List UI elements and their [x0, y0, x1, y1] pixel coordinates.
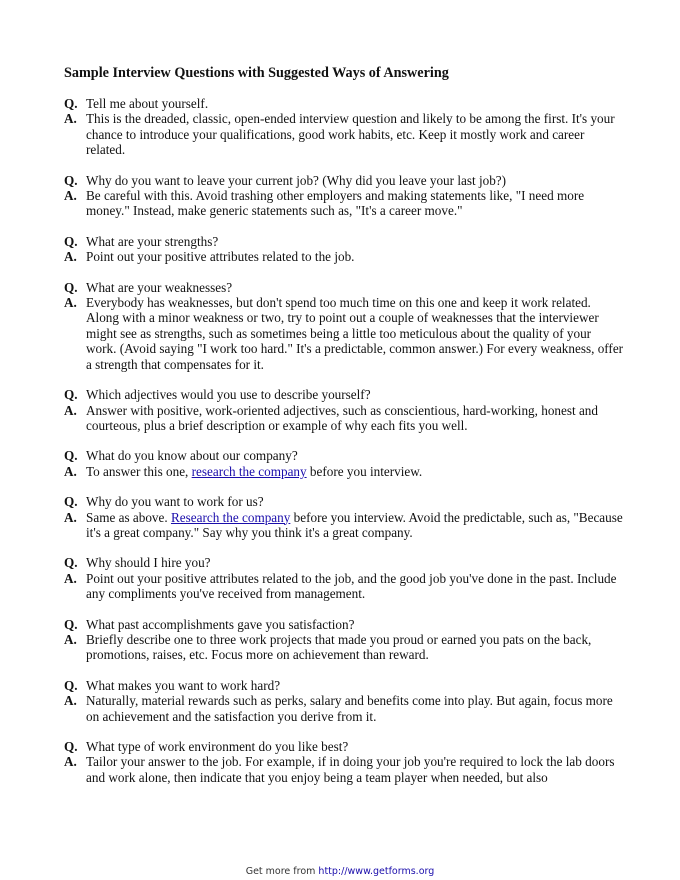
page-footer: [0, 866, 680, 877]
question-line: [64, 555, 624, 570]
answer-text: [86, 632, 624, 663]
answer-line: [64, 571, 624, 602]
answer-line: [64, 510, 624, 541]
question-text: What makes you want to work hard?: [86, 677, 281, 693]
qa-item: [64, 280, 624, 372]
answer-text: [86, 188, 624, 219]
answer-marker: A.: [64, 509, 77, 525]
answer-line: [64, 693, 624, 724]
answer-text: [86, 571, 624, 602]
answer-text-segment: Briefly describe one to three work projects that made you proud or earned you pats on the back, promotions, raises, etc. Focus more on achievement than reward.: [86, 631, 592, 663]
answer-line: [64, 249, 624, 264]
answer-marker: A.: [64, 754, 77, 770]
question-marker: Q.: [64, 233, 78, 249]
answer-text-segment: This is the dreaded, classic, open-ended interview question and likely to be among the first. It's your chance to introduce your qualifications, good work habits, etc. Keep it mostly work and career related.: [86, 111, 615, 158]
answer-marker: A.: [64, 295, 77, 311]
question-line: [64, 387, 624, 402]
answer-text-segment: Everybody has weaknesses, but don't spend too much time on this one and keep it work related. Along with a minor weakness or two, try to point out a couple of weaknesses that the interviewer might see as strengths, such as sometimes being a little too meticulous about the quality of your work. (Avoid saying "I work too hard." It's a predictable, common answer.) For every weakness, offer a strength that compensates for it.: [86, 295, 624, 372]
answer-marker: A.: [64, 570, 77, 586]
research-the-company-link[interactable]: Research the company: [170, 509, 291, 525]
answer-text: [86, 464, 624, 479]
question-marker: Q.: [64, 387, 78, 403]
answer-line: [64, 754, 624, 785]
answer-text-segment: Point out your positive attributes related to the job, and the good job you've done in the past. Include any compliments you've received from management.: [86, 570, 617, 602]
question-text: Which adjectives would you use to describe yourself?: [86, 387, 371, 403]
answer-line: [64, 464, 624, 479]
answer-marker: A.: [64, 631, 77, 647]
question-text: Why should I hire you?: [86, 555, 211, 571]
answer-text-segment: Answer with positive, work-oriented adjectives, such as conscientious, hard-working, honest and courteous, plus a brief description or example of why each fits you well.: [86, 402, 598, 433]
question-text: Why do you want to leave your current job? (Why did you leave your last job?): [86, 172, 507, 188]
answer-text-segment: Be careful with this. Avoid trashing other employers and making statements like, "I need more money." Instead, make generic statements such as, "It's a career move.": [86, 188, 585, 219]
answer-text-segment: before you interview.: [306, 463, 423, 479]
qa-item: [64, 555, 624, 601]
question-line: [64, 678, 624, 693]
qa-item: [64, 617, 624, 663]
answer-text: [86, 295, 624, 372]
question-line: [64, 494, 624, 509]
answer-text-segment: Naturally, material rewards such as perks, salary and benefits come into play. But again, focus more on achievement and the satisfaction you derive from it.: [86, 693, 613, 724]
question-line: [64, 234, 624, 249]
question-marker: Q.: [64, 494, 78, 510]
qa-item: [64, 387, 624, 433]
question-marker: Q.: [64, 96, 78, 111]
answer-line: [64, 632, 624, 663]
answer-line: [64, 295, 624, 372]
answer-marker: A.: [64, 402, 77, 418]
question-marker: Q.: [64, 279, 78, 295]
qa-item: [64, 739, 624, 785]
question-marker: Q.: [64, 739, 78, 754]
document-title: Sample Interview Questions with Suggested Ways of Answering: [64, 65, 449, 81]
answer-text: [86, 249, 624, 264]
qa-item: [64, 448, 624, 479]
question-line: [64, 448, 624, 463]
answer-text: [86, 754, 624, 785]
answer-text: [86, 111, 624, 157]
question-text: What do you know about our company?: [86, 448, 298, 464]
question-text: Tell me about yourself.: [86, 96, 209, 111]
answer-text-segment: Same as above.: [86, 509, 171, 525]
question-marker: Q.: [64, 616, 78, 632]
question-marker: Q.: [64, 677, 78, 693]
answer-text: [86, 693, 624, 724]
answer-marker: A.: [64, 693, 77, 709]
question-text: What are your weaknesses?: [86, 279, 233, 295]
qa-item: [64, 234, 624, 265]
document-page: [64, 64, 624, 800]
question-marker: Q.: [64, 555, 78, 571]
question-text: What type of work environment do you like best?: [86, 739, 349, 754]
question-marker: Q.: [64, 172, 78, 188]
research-the-company-link[interactable]: research the company: [191, 463, 307, 479]
answer-text-segment: before you interview. Avoid the predictable, such as, "Because it's a great company." Say why you think it's a great company.: [86, 509, 623, 540]
qa-item: [64, 96, 624, 158]
answer-text-segment: Point out your positive attributes related to the job.: [86, 249, 355, 265]
answer-text: [86, 403, 624, 434]
question-line: [64, 173, 624, 188]
footer-prefix: Get more from: [245, 866, 319, 877]
answer-text-segment: To answer this one,: [86, 463, 192, 479]
qa-item: [64, 678, 624, 724]
qa-item: [64, 494, 624, 540]
question-line: [64, 96, 624, 111]
answer-text-segment: Tailor your answer to the job. For example, if in doing your job you're required to lock the lab doors and work alone, then indicate that you enjoy being a team player when needed, but also: [86, 754, 615, 785]
question-line: [64, 617, 624, 632]
question-line: [64, 280, 624, 295]
question-text: Why do you want to work for us?: [86, 494, 264, 510]
answer-line: [64, 403, 624, 434]
question-text: What are your strengths?: [86, 233, 219, 249]
answer-marker: A.: [64, 463, 77, 479]
question-marker: Q.: [64, 448, 78, 464]
question-line: [64, 739, 624, 754]
answer-text: [86, 510, 624, 541]
answer-marker: A.: [64, 111, 77, 127]
answer-line: [64, 188, 624, 219]
qa-item: [64, 173, 624, 219]
answer-line: [64, 111, 624, 157]
answer-marker: A.: [64, 249, 77, 265]
getforms-link[interactable]: http://www.getforms.org: [318, 866, 435, 877]
question-text: What past accomplishments gave you satisfaction?: [86, 616, 355, 632]
answer-marker: A.: [64, 188, 77, 204]
